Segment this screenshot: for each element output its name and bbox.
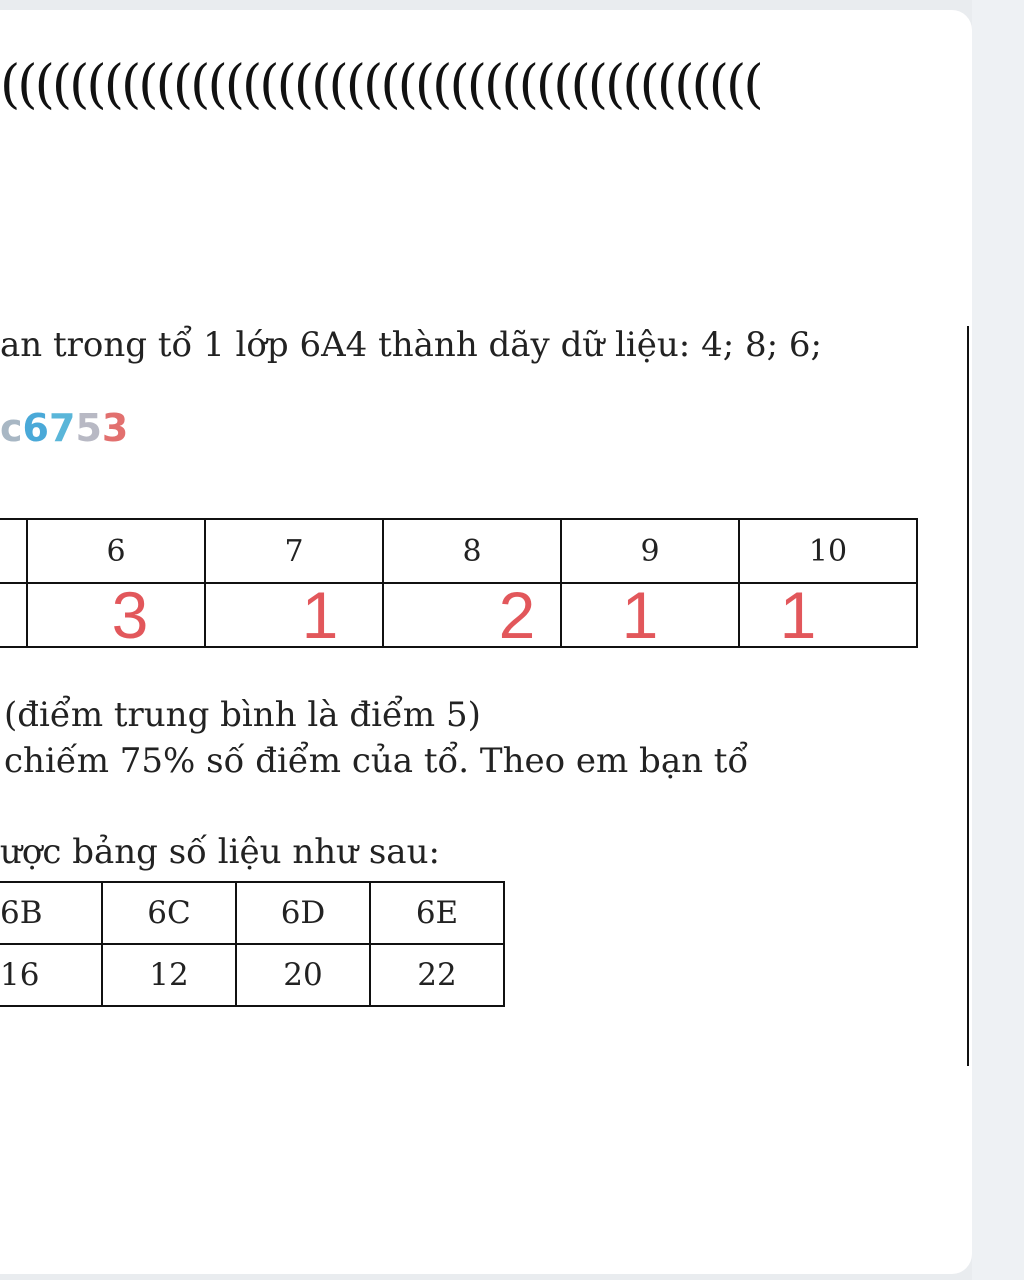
- handwritten-count: 1: [779, 578, 817, 652]
- scribble-parentheses: ((((((((((((((((((((((((((((((((((((((((((((: [0, 55, 761, 115]
- handwritten-count: 1: [621, 578, 659, 652]
- table-row: [0, 583, 917, 647]
- table-cell: [383, 578, 561, 652]
- text-line-average: (điểm trung bình là điểm 5): [4, 695, 481, 735]
- table-cell: 22: [370, 944, 504, 1006]
- table-header-cell: 6C: [102, 882, 236, 944]
- text-line-data-sequence: an trong tổ 1 lớp 6A4 thành dãy dữ liệu: 4; 8; 6;: [0, 325, 822, 365]
- table-header-cell: 6E: [370, 882, 504, 944]
- table-cell: 12: [102, 944, 236, 1006]
- table-cell: [0, 519, 27, 583]
- text-line-percent: chiếm 75% số điểm của tổ. Theo em bạn tổ: [4, 741, 749, 781]
- class-data-table: [0, 881, 505, 1007]
- table-header-cell: 8: [383, 519, 561, 583]
- table-cell: [27, 578, 205, 652]
- handwritten-count: 1: [301, 578, 339, 652]
- text-line-table-intro: ược bảng số liệu như sau:: [0, 832, 440, 872]
- code-char-2: 7: [48, 406, 76, 450]
- table-cell: [205, 578, 383, 652]
- table-header-cell: 6D: [236, 882, 370, 944]
- code-char-1: 6: [22, 406, 49, 450]
- score-frequency-table: [0, 518, 918, 652]
- code-char-3: 5: [75, 406, 102, 450]
- table-row: [0, 519, 917, 583]
- table-cell: [739, 578, 917, 652]
- table-cell: [561, 578, 739, 652]
- table-cell: 16: [0, 944, 102, 1006]
- handwritten-count: 3: [111, 578, 149, 652]
- table-cell: [0, 583, 27, 647]
- table-header-cell: 10: [739, 519, 917, 583]
- code-char-4: 3: [101, 406, 129, 450]
- handwritten-code: [0, 406, 128, 450]
- table-header-cell: 9: [561, 519, 739, 583]
- table-cell: 20: [236, 944, 370, 1006]
- table-header-cell: 7: [205, 519, 383, 583]
- table-row: [0, 944, 504, 1006]
- handwritten-count: 2: [498, 578, 536, 652]
- table-row: [0, 882, 504, 944]
- table-header-cell: 6: [27, 519, 205, 583]
- table-header-cell: 6B: [0, 882, 102, 944]
- background-strip: [972, 0, 1024, 1280]
- code-char-0: c: [0, 406, 23, 450]
